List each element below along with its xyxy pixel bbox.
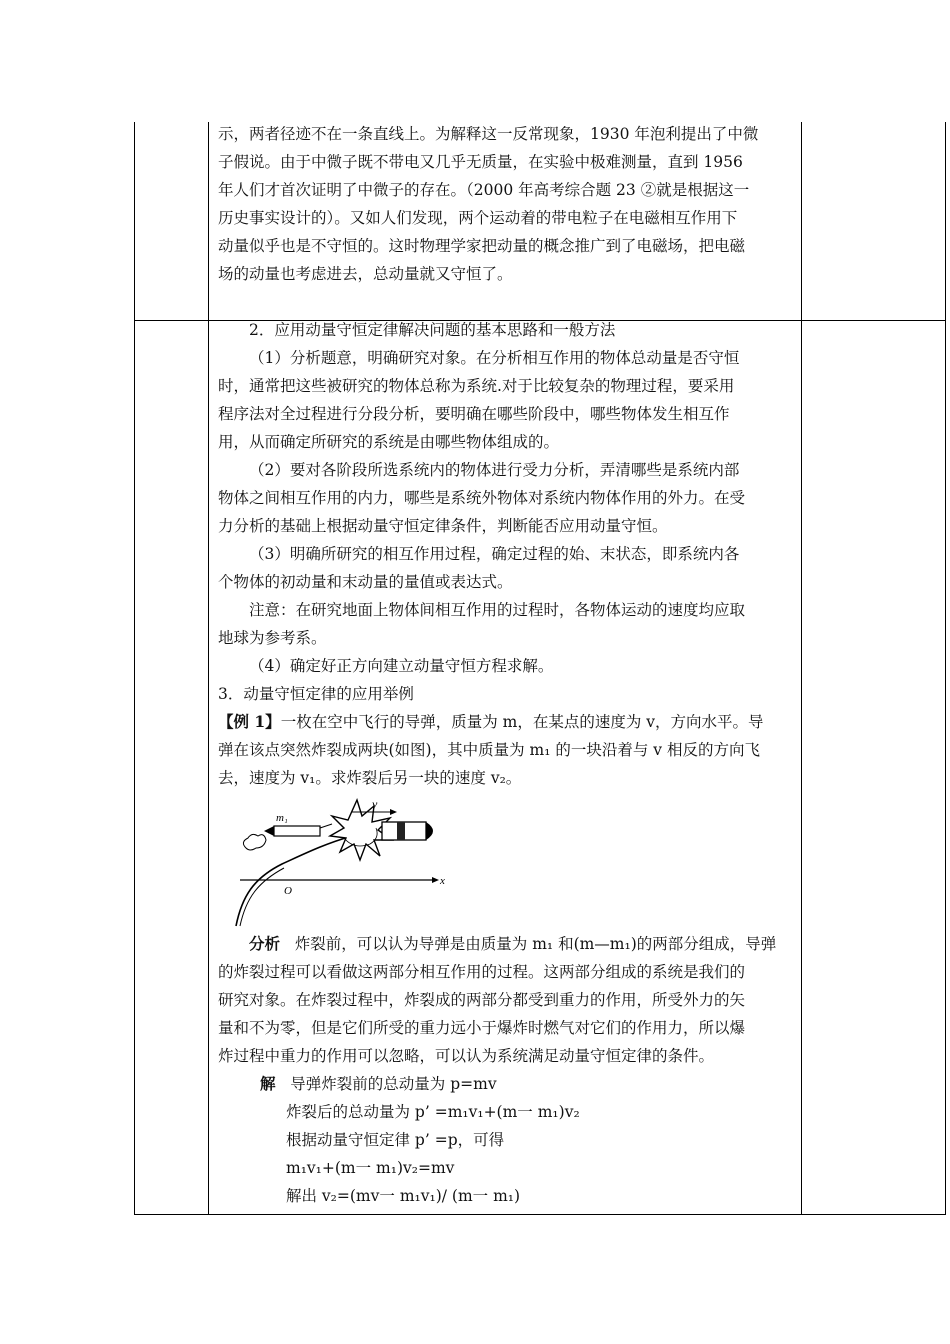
label-m1: m₁ [276, 812, 288, 824]
table-col-divider-2 [801, 122, 802, 1215]
table-left-border [134, 122, 135, 1215]
text-line: 时，通常把这些被研究的物体总称为系统.对于比较复杂的物理过程，要采用 [218, 377, 735, 395]
text-line: 研究对象。在炸裂过程中，炸裂成的两部分都受到重力的作用，所受外力的矢 [218, 991, 746, 1009]
equation-line: m₁v₁+(m一 m₁)v₂=mv [286, 1159, 455, 1177]
table-right-border [945, 122, 946, 1215]
step-3 [218, 540, 796, 596]
text-line: （3）明确所研究的相互作用过程，确定过程的始、末状态，即系统内各 [249, 545, 740, 563]
x-axis-arrow [432, 877, 439, 883]
section-heading-3: 3．动量守恒定律的应用举例 [218, 685, 414, 703]
text-line: 地球为参考系。 [218, 629, 327, 647]
equation-line: 解出 v₂=(mv一 m₁v₁)/ (m一 m₁) [286, 1187, 521, 1205]
step-4: （4）确定好正方向建立动量守恒方程求解。 [249, 657, 554, 675]
text-line: 的炸裂过程可以看做这两部分相互作用的过程。这两部分组成的系统是我们的 [218, 963, 746, 981]
step-2 [218, 456, 796, 540]
text-line: 历史事实设计的）。又如人们发现，两个运动着的带电粒子在电磁相互作用下 [218, 209, 738, 227]
text-line: 注意：在研究地面上物体间相互作用的过程时，各物体运动的速度均应取 [249, 601, 746, 619]
solution-block [218, 1070, 796, 1210]
fragment-m1 [264, 824, 332, 836]
text-line: 场的动量也考虑进去，总动量就又守恒了。 [218, 265, 513, 283]
text-line: 力分析的基础上根据动量守恒定律条件，判断能否应用动量守恒。 [218, 517, 668, 535]
text-line: 子假说。由于中微子既不带电又几乎无质量，在实验中极难测量，直到 1956 [218, 153, 743, 171]
label-x: x [440, 875, 445, 887]
text-line: 动量似乎也是不守恒的。这时物理学家把动量的概念推广到了电磁场，把电磁 [218, 237, 746, 255]
solution-tag: 解 [260, 1074, 276, 1093]
text-line: （1）分析题意，明确研究对象。在分析相互作用的物体总动量是否守恒 [249, 349, 740, 367]
method-section [218, 316, 796, 792]
text-line: 炸过程中重力的作用可以忽略，可以认为系统满足动量守恒定律的条件。 [218, 1047, 715, 1065]
fragment-m2 [382, 822, 433, 840]
text-line: 物体之间相互作用的内力，哪些是系统外物体对系统内物体作用的外力。在受 [218, 489, 746, 507]
text-line: 去，速度为 v₁。求炸裂后另一块的速度 v₂。 [218, 769, 522, 787]
label-v: v [372, 798, 378, 811]
text-line: 年人们才首次证明了中微子的存在。（2000 年高考综合题 23 ②就是根据这一 [218, 181, 750, 199]
section-heading: 2．应用动量守恒定律解决问题的基本思路和一般方法 [249, 321, 616, 339]
label-origin: O [284, 885, 292, 897]
text-line: （2）要对各阶段所选系统内的物体进行受力分析，弄清哪些是系统内部 [249, 461, 740, 479]
note [218, 596, 796, 652]
analysis-paragraph [218, 930, 796, 1070]
example-tag: 【例 1】 [218, 712, 281, 731]
text-line: 弹在该点突然炸裂成两块(如图)，其中质量为 m₁ 的一块沿着与 v 相反的方向飞 [218, 741, 760, 759]
text-line [218, 1070, 796, 1098]
text-line: 用，从而确定所研究的系统是由哪些物体组成的。 [218, 433, 560, 451]
text-line: 量和不为零，但是它们所受的重力远小于爆炸时燃气对它们的作用力，所以爆 [218, 1019, 746, 1037]
history-paragraph [218, 120, 796, 288]
text-line [218, 708, 796, 736]
text-line: 示，两者径迹不在一条直线上。为解释这一反常现象，1930 年泡利提出了中微 [218, 125, 759, 143]
table-bottom-border [134, 1214, 946, 1215]
smoke-cloud [243, 834, 266, 850]
analysis-text: 炸裂前，可以认为导弹是由质量为 m₁ 和(m—m₁)的两部分组成，导弹 [294, 935, 777, 953]
text-line: 程序法对全过程进行分段分析，要明确在哪些阶段中，哪些物体发生相互作 [218, 405, 730, 423]
equation-line: 根据动量守恒定律 p’ =p，可得 [286, 1131, 505, 1149]
analysis-tag: 分析 [249, 934, 281, 953]
example-1 [218, 708, 796, 792]
text-line [218, 930, 796, 958]
example-text: 一枚在空中飞行的导弹，质量为 m，在某点的速度为 v，方向水平。导 [280, 713, 764, 731]
table-col-divider-1 [208, 122, 209, 1215]
missile-explosion-figure [232, 798, 452, 930]
step-1 [218, 344, 796, 456]
equation-line: 炸裂后的总动量为 p’ =m₁v₁+(m一 m₁)v₂ [286, 1103, 580, 1121]
solution-text: 导弹炸裂前的总动量为 p=mv [290, 1075, 497, 1093]
text-line: 个物体的初动量和末动量的量值或表达式。 [218, 573, 513, 591]
